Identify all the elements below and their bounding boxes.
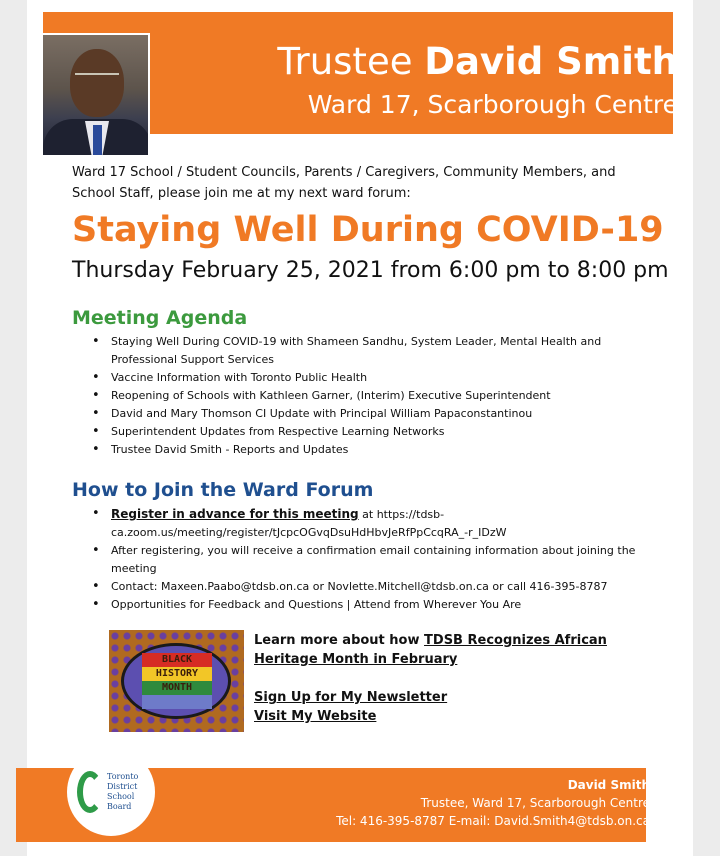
footer-contact: Tel: 416-395-8787 E-mail: David.Smith4@tdsb.on.ca <box>336 814 650 828</box>
join-item: • Opportunities for Feedback and Questions | Attend from Wherever You Are <box>92 596 637 614</box>
newsletter-link[interactable]: Sign Up for My Newsletter <box>254 690 448 705</box>
register-url: at https://tdsb-ca.zoom.us/meeting/register/tJcpcOGvqDsuHdHbvJeRfPpCcqRA_-r_IDzW <box>111 508 507 539</box>
footer-role: Trustee, Ward 17, Scarborough Centre <box>420 796 650 810</box>
agenda-heading: Meeting Agenda <box>72 307 248 329</box>
trustee-photo <box>41 33 150 157</box>
black-history-month-image <box>109 630 244 732</box>
footer-name: David Smith <box>567 778 650 792</box>
tdsb-logo-mark-icon <box>77 771 103 813</box>
links-block <box>254 631 614 726</box>
header-title: Trustee David Smith <box>277 40 678 83</box>
event-date: Thursday February 25, 2021 from 6:00 pm to 8:00 pm <box>72 258 669 283</box>
bhm-line: MONTH <box>142 681 212 695</box>
agenda-item: • Superintendent Updates from Respective Learning Networks <box>92 423 617 441</box>
join-item-register <box>92 505 637 542</box>
heritage-month-link-line: Learn more about how TDSB Recognizes African Heritage Month in February <box>254 633 607 667</box>
agenda-item: • Vaccine Information with Toronto Public Health <box>92 369 617 387</box>
event-title: Staying Well During COVID-19 <box>72 210 664 250</box>
agenda-list <box>92 333 617 459</box>
agenda-item: • Trustee David Smith - Reports and Updates <box>92 441 617 459</box>
agenda-item: • Reopening of Schools with Kathleen Garner, (Interim) Executive Superintendent <box>92 387 617 405</box>
agenda-item: • David and Mary Thomson CI Update with Principal William Papaconstantinou <box>92 405 617 423</box>
header-subtitle: Ward 17, Scarborough Centre <box>307 90 678 119</box>
join-item: • After registering, you will receive a confirmation email containing information about joining the meeting <box>92 542 637 578</box>
bhm-line: HISTORY <box>142 667 212 681</box>
intro-text: Ward 17 School / Student Councils, Parents / Caregivers, Community Members, and School Staff, please join me at my next ward forum: <box>72 165 616 201</box>
join-heading: How to Join the Ward Forum <box>72 479 374 501</box>
website-link[interactable]: Visit My Website <box>254 709 377 724</box>
tdsb-logo: Toronto District School Board <box>67 748 155 836</box>
join-item: • Contact: Maxeen.Paabo@tdsb.on.ca or Novlette.Mitchell@tdsb.on.ca or call 416-395-8787 <box>92 578 637 596</box>
bhm-line: BLACK <box>142 653 212 667</box>
agenda-item: • Staying Well During COVID-19 with Shameen Sandhu, System Leader, Mental Health and Professional Support Services <box>92 333 617 369</box>
register-link[interactable]: Register in advance for this meeting <box>111 507 359 521</box>
join-list <box>92 505 637 614</box>
heritage-month-link[interactable]: TDSB Recognizes African Heritage Month in February <box>254 633 607 667</box>
